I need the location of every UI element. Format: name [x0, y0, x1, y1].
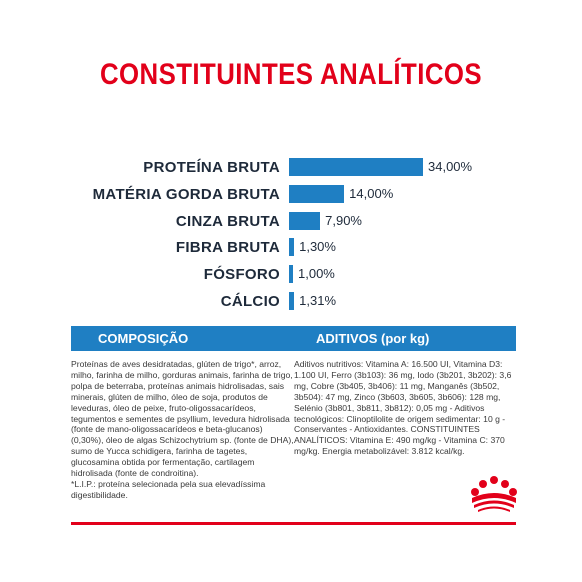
chart-row	[0, 155, 582, 181]
value-label: 1,30%	[299, 239, 336, 255]
composition-text	[71, 351, 296, 501]
value-label: 14,00%	[349, 185, 394, 201]
category-label: FIBRA BRUTA	[175, 239, 280, 257]
category-label: MATÉRIA GORDA BRUTA	[92, 185, 280, 203]
bottom-red-divider	[71, 522, 516, 525]
value-bar	[289, 185, 344, 203]
chart-row	[0, 235, 582, 261]
value-bar	[289, 212, 320, 230]
category-label: FÓSFORO	[203, 266, 280, 284]
value-label: 1,31%	[299, 293, 337, 308]
nutrient-bar-chart	[0, 155, 582, 315]
value-bar	[289, 292, 294, 310]
royal-canin-crown-logo-icon	[468, 472, 520, 522]
chart-row	[0, 289, 582, 315]
composition-section	[71, 326, 296, 501]
page-title: CONSTITUINTES ANALÍTICOS	[99, 58, 483, 91]
category-label: CÁLCIO	[220, 293, 280, 310]
value-label: 7,90%	[325, 212, 362, 228]
value-label: 1,00%	[298, 266, 335, 282]
value-label: 34,00%	[428, 159, 473, 174]
value-bar	[289, 158, 423, 176]
category-label: PROTEÍNA BRUTA	[143, 159, 280, 176]
additives-section	[294, 326, 516, 457]
additives-text: Aditivos nutritivos: Vitamina A: 16.500 UI, Vitamina D3: 1.100 UI, Ferro (3b103): 36 mg, Iodo (3b201, 3b202): 3,6 mg, Cobre (3b405, 3b406): 11 mg, Manganês (3b502, 3b504): 47 mg, Zinco (3b603, 3b605, 3b606): 128 mg, Selénio (3b801, 3b811, 3b812): 0,05 mg - Aditivos tecnológicos: Clinoptilolite de origem sedimentar: 10 g - Conservantes - Antioxidantes. CONSTITUINTES ANALÍTICOS: Vitamina E: 490 mg/kg - Vitamina C: 370 mg/kg. Energia metabolizável: 3.812 kcal/kg.	[294, 359, 512, 457]
category-label: CINZA BRUTA	[175, 212, 280, 230]
composition-ingredients: Proteínas de aves desidratadas, glúten de trigo*, arroz, milho, farinha de milho, gorduras animais, farinha de trigo, polpa de beterraba, proteínas animais hidrolisadas, sais minerais, glúten de milho, óleo de soja, produtos de leveduras, óleo de peixe, fruto-oligossacarídeos, tegumentos e sementes de psyllium, levedura hidrolisada (fonte de mano-oligossacarídeos e beta-glucanos) (0,30%), óleo de algas Schizochytrium sp. (fonte de DHA), sumo de Yucca schidigera, farinha de tagetes, glucosamina obtida por fermentação, cartilagem hidrolisada (fonte de condroitina).	[71, 359, 294, 479]
composition-heading: COMPOSIÇÃO	[71, 326, 296, 351]
additives-heading: ADITIVOS (por kg)	[294, 326, 516, 351]
value-bar	[289, 238, 294, 256]
chart-row	[0, 262, 582, 288]
value-bar	[289, 265, 293, 283]
composition-note: *L.I.P.: proteína selecionada pela sua elevadíssima digestibilidade.	[71, 478, 266, 500]
chart-row	[0, 209, 582, 235]
chart-row	[0, 182, 582, 208]
